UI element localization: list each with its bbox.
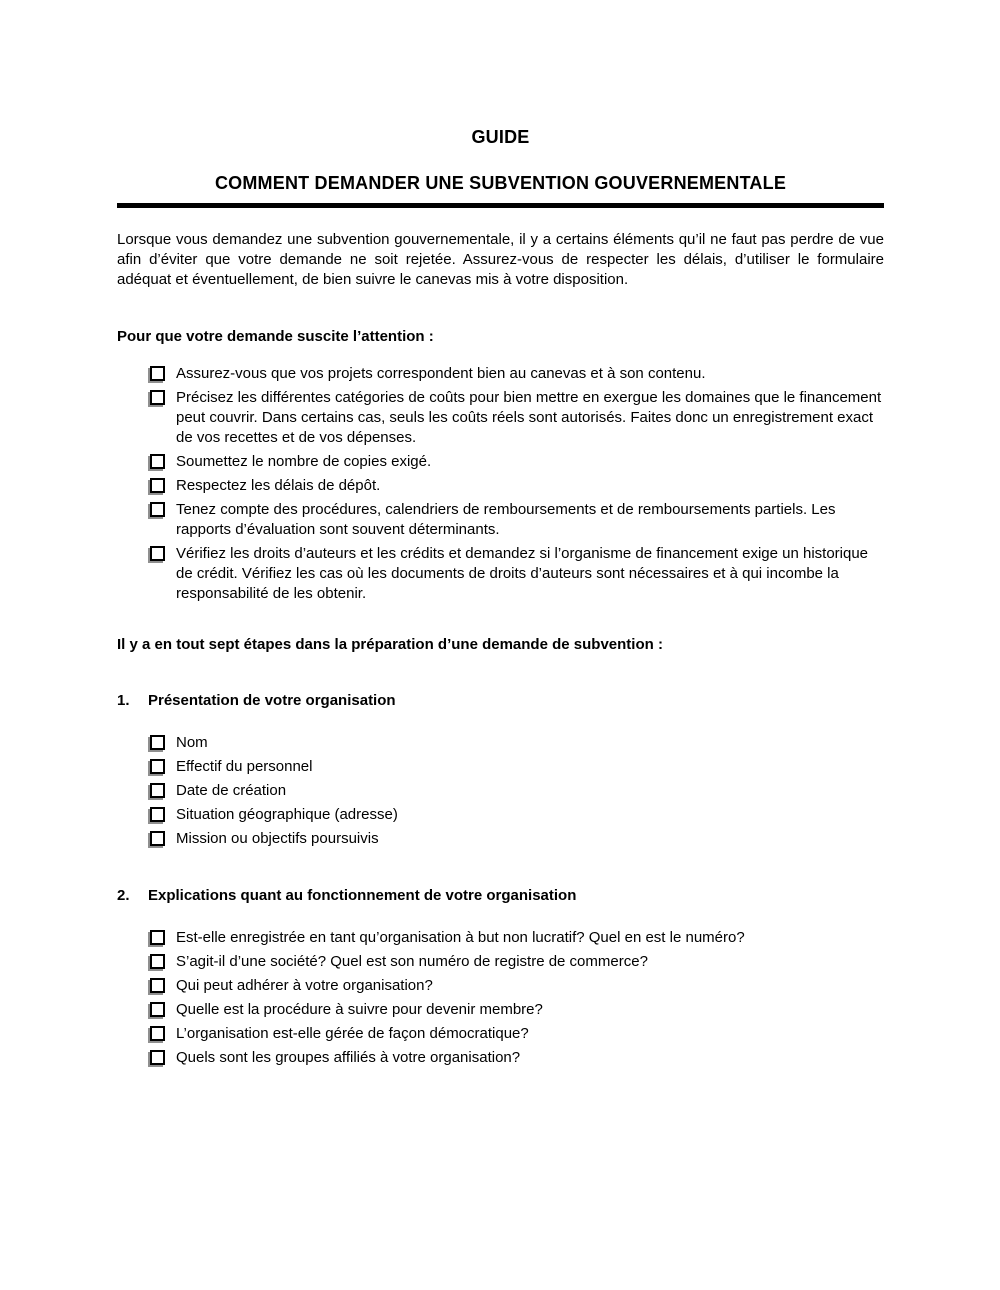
checklist-item <box>150 757 884 777</box>
checklist-item-label: Date de création <box>176 782 287 799</box>
checklist-item <box>150 829 884 849</box>
ballot-box-icon <box>150 735 165 750</box>
checklist-item <box>150 388 884 448</box>
checklist-item <box>150 500 884 540</box>
checklist-item-label: Quels sont les groupes affiliés à votre organisation? <box>176 1049 521 1066</box>
section-heading <box>117 886 884 906</box>
section-heading <box>117 691 884 711</box>
title-divider <box>117 203 884 208</box>
checklist-item-label: S’agit-il d’une société? Quel est son numéro de registre de commerce? <box>176 953 648 970</box>
ballot-box-icon <box>150 1050 165 1065</box>
checklist-item <box>150 476 884 496</box>
ballot-box-icon <box>150 1002 165 1017</box>
ballot-box-icon <box>150 390 165 405</box>
ballot-box-icon <box>150 954 165 969</box>
ballot-box-icon <box>150 930 165 945</box>
section-presentation <box>117 691 884 849</box>
attention-heading: Pour que votre demande suscite l’attention : <box>117 328 434 345</box>
checklist-item-label: Nom <box>176 734 208 751</box>
checklist-item-label: Vérifiez les droits d’auteurs et les crédits et demandez si l’organisme de financement exige un historique de crédit. Vérifiez les cas où les documents de droits d’auteurs sont nécessaires et à qui incombe la responsabilité de les obtenir. <box>176 545 869 602</box>
section-title: Explications quant au fonctionnement de votre organisation <box>148 887 577 904</box>
document-title: GUIDE <box>471 127 530 147</box>
checklist-item <box>150 781 884 801</box>
ballot-box-icon <box>150 1026 165 1041</box>
ballot-box-icon <box>150 831 165 846</box>
checklist-item-label: Quelle est la procédure à suivre pour devenir membre? <box>176 1001 543 1018</box>
ballot-box-icon <box>150 366 165 381</box>
section-number: 1. <box>117 692 130 709</box>
checklist-item <box>150 364 884 384</box>
checklist-item-label: Précisez les différentes catégories de coûts pour bien mettre en exergue les domaines que le financement peut couvrir. Dans certains cas, seuls les coûts réels sont autorisés. Faites donc un enregistrement exact de vos recettes et de vos dépenses. <box>176 389 882 446</box>
ballot-box-icon <box>150 454 165 469</box>
intro-paragraph: Lorsque vous demandez une subvention gouvernementale, il y a certains éléments qu’il ne faut pas perdre de vue afin d’éviter que votre demande ne soit rejetée. Assurez-vous de respecter les délais, d’utiliser le formulaire adéquat et éventuellement, de bien suivre le canevas mis à votre disposition. <box>117 231 884 288</box>
checklist-item-label: Tenez compte des procédures, calendriers de remboursements et de remboursements partiels. Les rapports d’évaluation sont souvent déterminants. <box>176 501 836 538</box>
checklist-item <box>150 952 884 972</box>
checklist-item <box>150 1024 884 1044</box>
checklist-item-label: Situation géographique (adresse) <box>176 806 398 823</box>
checklist-item <box>150 928 884 948</box>
ballot-box-icon <box>150 502 165 517</box>
section-number: 2. <box>117 887 130 904</box>
checklist-item-label: Est-elle enregistrée en tant qu’organisation à but non lucratif? Quel en est le numéro? <box>176 929 745 946</box>
checklist-item <box>150 1000 884 1020</box>
checklist-item-label: Effectif du personnel <box>176 758 313 775</box>
section-checklist <box>117 733 884 849</box>
checklist-item-label: Mission ou objectifs poursuivis <box>176 830 379 847</box>
checklist-item-label: Soumettez le nombre de copies exigé. <box>176 453 432 470</box>
document-subtitle: COMMENT DEMANDER UNE SUBVENTION GOUVERNEMENTALE <box>214 173 787 193</box>
checklist-item <box>150 452 884 472</box>
checklist-item-label: Respectez les délais de dépôt. <box>176 477 381 494</box>
ballot-box-icon <box>150 783 165 798</box>
checklist-item <box>150 805 884 825</box>
checklist-item-label: L’organisation est-elle gérée de façon démocratique? <box>176 1025 529 1042</box>
ballot-box-icon <box>150 546 165 561</box>
checklist-item <box>150 544 884 604</box>
checklist-item <box>150 733 884 753</box>
ballot-box-icon <box>150 478 165 493</box>
section-checklist <box>117 928 884 1068</box>
checklist-item <box>150 976 884 996</box>
checklist-item-label: Assurez-vous que vos projets correspondent bien au canevas et à son contenu. <box>176 365 706 382</box>
attention-checklist <box>117 364 884 604</box>
checklist-item-label: Qui peut adhérer à votre organisation? <box>176 977 433 994</box>
ballot-box-icon <box>150 759 165 774</box>
section-title: Présentation de votre organisation <box>148 692 396 709</box>
ballot-box-icon <box>150 807 165 822</box>
ballot-box-icon <box>150 978 165 993</box>
steps-heading: Il y a en tout sept étapes dans la préparation d’une demande de subvention : <box>117 636 663 653</box>
section-fonctionnement <box>117 886 884 1068</box>
checklist-item <box>150 1048 884 1068</box>
